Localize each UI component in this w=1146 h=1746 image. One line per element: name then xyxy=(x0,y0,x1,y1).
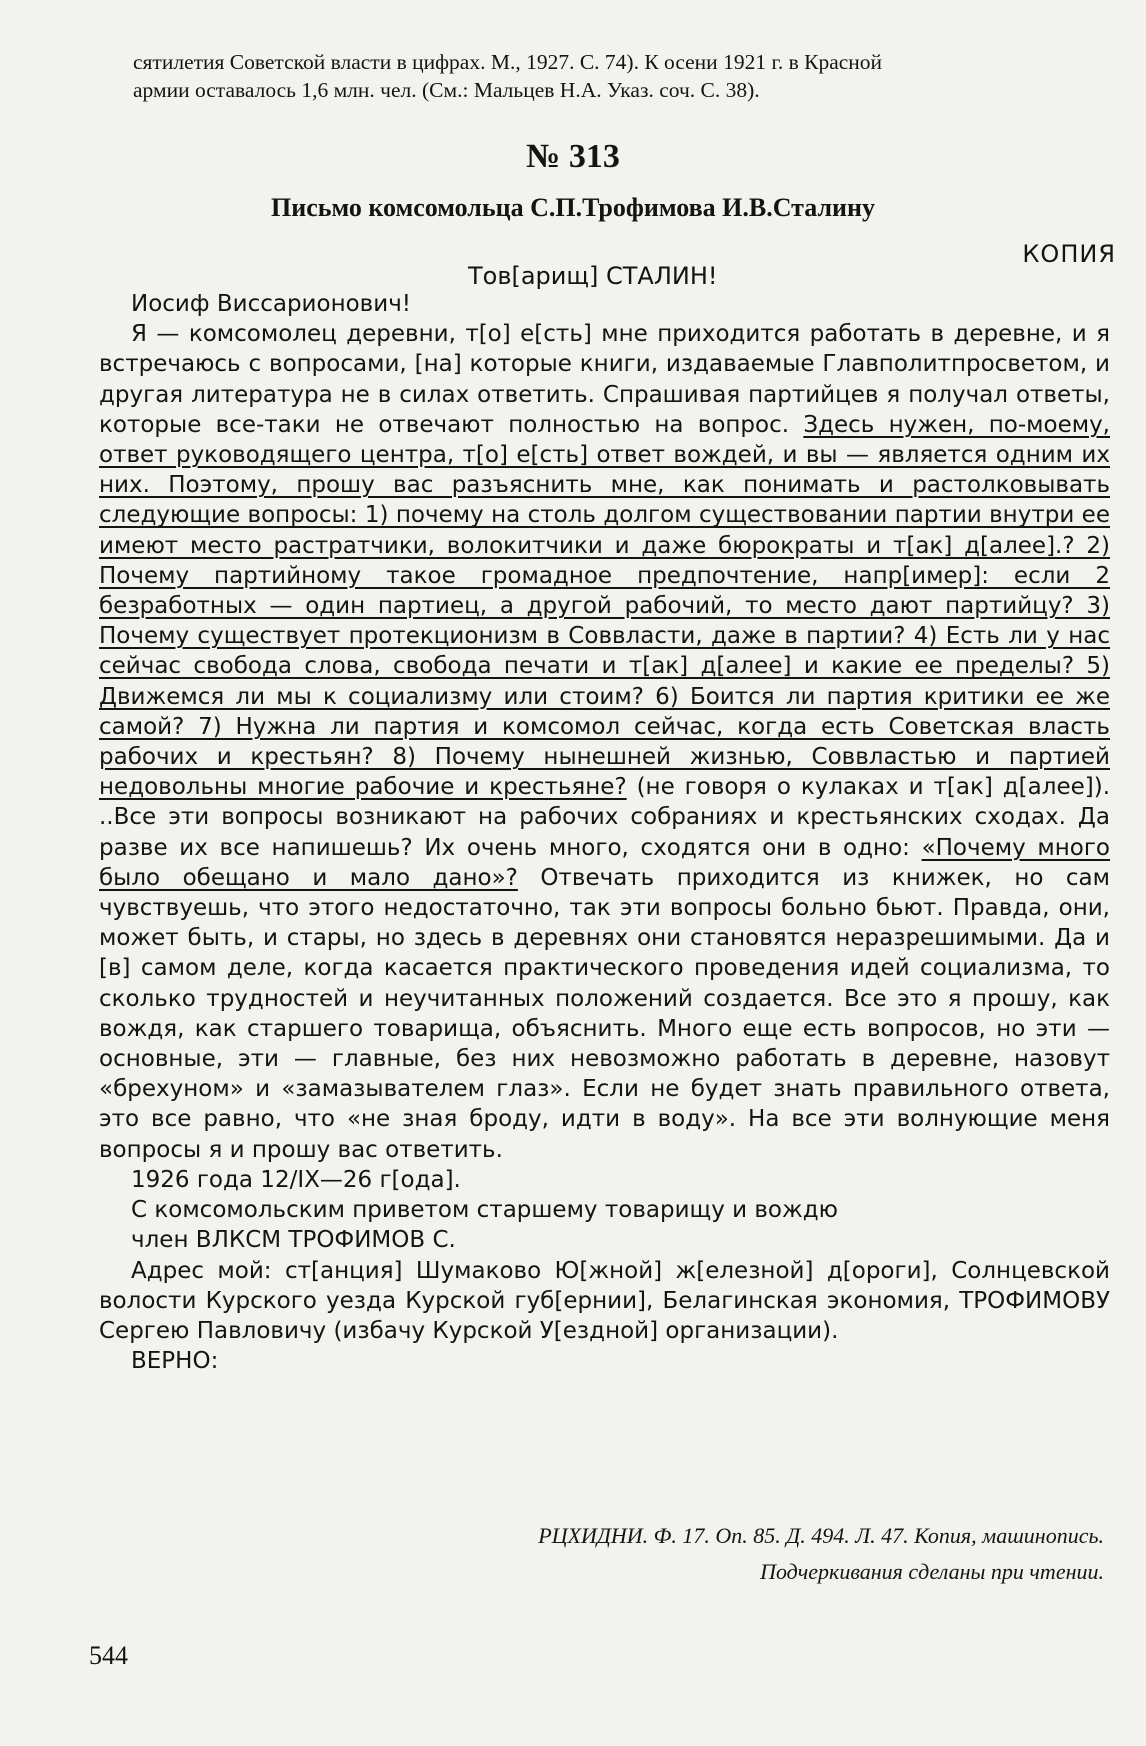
document-title: Письмо комсомольца С.П.Трофимова И.В.Сталину xyxy=(270,193,875,222)
sender-address: Адрес мой: ст[анция] Шумаково Ю[жной] ж[елезной] д[ороги], Солнцевской волости Курского уезда Курской губ[ернии], Белагинская экономия, ТРОФИМОВУ Сергею Павловичу (избачу Курской У[ездной] организации). xyxy=(99,1257,1110,1344)
underlined-quote: «Почему много было обещано и мало дано»? xyxy=(99,834,1110,891)
copy-mark: КОПИЯ xyxy=(1022,240,1116,268)
footnote-continuation xyxy=(133,48,1113,104)
letter-text-intro: Я — комсомолец деревни, т[о] е[сть] мне приходится работать в деревне, и я встречаюсь с вопросами, [на] которые книги, издаваемые Главполитпросветом, и другая литература не в силах ответить. Спрашивая партийцев я получал ответы, которые все-таки не отвечают полностью на вопрос. xyxy=(99,321,1110,438)
letter-date: 1926 года 12/IX—26 г[ода]. xyxy=(131,1166,461,1193)
letter-text-middle: (не говоря о кулаках и т[ак] д[алее]). ..Все эти вопросы возникают на рабочих собраниях и крестьянских сходах. Да разве их все напишешь? Их очень много, сходятся они в одно: xyxy=(99,774,1111,861)
salutation: Тов[арищ] СТАЛИН! xyxy=(468,262,718,290)
letter-paragraph xyxy=(99,319,1110,1165)
archive-reference: РЦХИДНИ. Ф. 17. Оп. 85. Д. 494. Л. 47. Копия, машинопись. xyxy=(538,1523,1104,1548)
letter-body xyxy=(99,289,1110,1376)
letter-closing: С комсомольским приветом старшему товарищу и вождю xyxy=(131,1197,838,1224)
letter-text-end: Отвечать приходится из книжек, но сам чувствуешь, что этого недостаточно, так эти вопросы больно бьют. Правда, они, может быть, и стары, но здесь в деревнях они становятся неразрешимыми. Да и [в] самом деле, когда касается практического проведения идей социализма, то сколько трудностей и неучитанных положений создается. Все это я прошу, как вождя, как старшего товарища, объяснить. Много еще есть вопросов, но эти — основные, эти — главные, без них невозможно работать в деревне, назовут «брехуном» и «замазывателем глаз». Если не будет знать правильного ответа, это все равно, что «не зная броду, идти в воду». На все эти волнующие меня вопросы я и прошу вас ответить. xyxy=(99,864,1111,1163)
verified-mark: ВЕРНО: xyxy=(131,1348,219,1375)
footnote-line-1: сятилетия Советской власти в цифрах. М., 1927. С. 74). К осени 1921 г. в Красной xyxy=(133,50,883,74)
page-number: 544 xyxy=(89,1641,128,1670)
underlined-questions: Здесь нужен, по-моему, ответ руководящего центра, т[о] е[сть] ответ вождей, и вы — является одним их них. Поэтому, прошу вас разъяснить мне, как понимать и растолковывать следующие вопросы: 1) почему на столь долгом существовании партии внутри ее имеют место растратчики, волокитчики и даже бюрократы и т[ак] д[алее].? 2) Почему партийному такое громадное предпочтение, напр[имер]: если 2 безработных — один партиец, а другой рабочий, то место дают партийцу? 3) Почему существует протекционизм в Соввласти, даже в партии? 4) Есть ли у нас сейчас свобода слова, свобода печати и т[ак] д[алее] и какие ее пределы? 5) Движемся ли мы к социализму или стоим? 6) Боится ли партия критики ее же самой? 7) Нужна ли партия и комсомол сейчас, когда есть Советская власть рабочих и крестьян? 8) Почему нынешней жизнью, Соввластью и партией недовольны многие рабочие и крестьяне? xyxy=(99,411,1110,801)
addressee: Иосиф Виссарионович! xyxy=(131,291,411,317)
footnote-line-2: армии оставалось 1,6 млн. чел. (См.: Мальцев Н.А. Указ. соч. С. 38). xyxy=(133,78,760,102)
letter-signature: член ВЛКСМ ТРОФИМОВ С. xyxy=(131,1227,456,1254)
archival-source xyxy=(324,1518,1104,1590)
underline-note: Подчеркивания сделаны при чтении. xyxy=(760,1559,1104,1584)
document-number: № 313 xyxy=(526,138,620,175)
